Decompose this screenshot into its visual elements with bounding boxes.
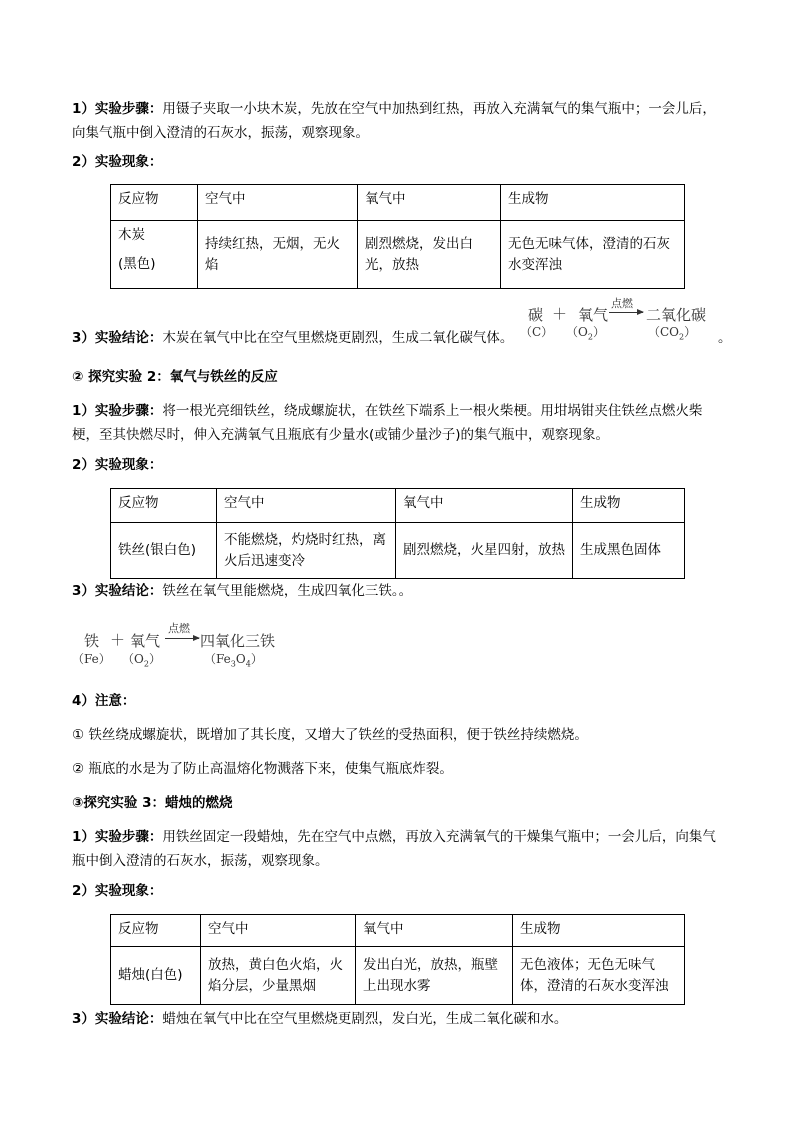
table-row [111,523,685,579]
eq-formula2-close: ） [148,652,161,666]
table-header: 反应物 [111,185,198,221]
table-header: 氧气中 [358,185,501,221]
table-cell: 发出白光，放热，瓶壁上出现水雾 [356,947,513,1005]
reactant-color: (黑色) [118,256,156,272]
eq-formula1: （C） [520,325,554,339]
eq-product-formula-mid: O [235,652,246,666]
eq-formula2 [122,650,161,668]
eq-condition: 点燃 [611,297,633,310]
eq-arrow [165,638,199,639]
table-header-row [111,489,685,523]
table-cell: 蜡烛(白色) [111,947,201,1005]
exp3-conclusion-text: 蜡烛在氧气中比在空气里燃烧更剧烈，发白光，生成二氧化碳和水。 [162,1011,568,1027]
eq-reactant1: 铁 [84,632,100,650]
table-cell: 剧烈燃烧，发出白光，放热 [358,221,501,289]
exp1-conclusion [72,326,726,350]
exp2-step-label: 1）实验步骤： [72,403,163,419]
eq-product-formula-sub2: 4 [245,659,251,669]
table-row [111,947,685,1005]
eq-plus: ＋ [110,631,126,649]
table-cell: 剧烈燃烧，火星四射，放热 [396,523,573,579]
exp3-conclusion-label: 3）实验结论： [72,1011,163,1027]
eq-reactant1: 碳 [528,306,544,324]
eq-plus: ＋ [552,305,568,323]
eq-product-formula-close: ） [684,325,697,339]
table-header: 生成物 [513,915,685,947]
table-header-row [111,185,685,221]
eq-product-formula-sub: 2 [679,332,685,342]
eq-formula1: （Fe） [72,652,111,666]
exp3-step-text: 用铁丝固定一段蜡烛，先在空气中点燃，再放入充满氧气的干燥集气瓶中；一会儿后，向集气瓶中倒入澄清的石灰水，振荡，观察现象。 [72,829,716,869]
exp3-conclusion [72,1007,726,1031]
exp2-note-1: ① 铁丝绕成螺旋状，既增加了其长度，又增大了铁丝的受热面积，便于铁丝持续燃烧。 [72,727,588,743]
exp3-step-label: 1）实验步骤： [72,829,163,845]
eq-formula2-sub: 2 [587,332,593,342]
eq-product: 二氧化碳 [646,306,707,324]
exp1-conclusion-end: 。 [718,330,732,346]
exp2-step-text: 将一根光亮细铁丝，绕成螺旋状，在铁丝下端系上一根火柴梗。用坩埚钳夹住铁丝点燃火柴梗，至其快燃尽时，伸入充满氧气且瓶底有少量水(或铺少量沙子)的集气瓶中，观察现象。 [72,403,703,443]
exp2-step [72,399,726,447]
table-header: 反应物 [111,915,201,947]
exp1-step-text: 用镊子夹取一小块木炭，先放在空气中加热到红热，再放入充满氧气的集气瓶中；一会儿后，向集气瓶中倒入澄清的石灰水，振荡，观察现象。 [72,101,716,141]
eq-reactant2: 氧气 [130,632,161,650]
table-cell: 铁丝(银白色) [111,523,217,579]
exp3-step [72,825,726,873]
table-header: 空气中 [217,489,396,523]
eq-condition: 点燃 [168,622,190,635]
table-header: 反应物 [111,489,217,523]
eq-product-formula-sub1: 3 [230,659,236,669]
table-cell: 不能燃烧，灼烧时红热，离火后迅速变冷 [217,523,396,579]
eq-formula2-main: （O [566,325,588,339]
table-cell: 持续红热，无烟，无火焰 [198,221,358,289]
table-header: 生成物 [573,489,685,523]
table-cell: 生成黑色固体 [573,523,685,579]
table-cell: 无色无味气体，澄清的石灰水变浑浊 [501,221,685,289]
exp1-phenomenon-label: 2）实验现象： [72,154,163,170]
exp3-table [110,914,685,1005]
exp2-conclusion-label: 3）实验结论： [72,583,163,599]
eq-reactant2: 氧气 [578,306,609,324]
table-header: 空气中 [198,185,358,221]
eq-product-formula [204,650,263,668]
eq-formula2-close: ） [592,325,605,339]
exp2-title: ② 探究实验 2：氧气与铁丝的反应 [72,369,278,385]
exp2-phenomenon-label: 2）实验现象： [72,457,163,473]
exp2-conclusion [72,579,726,603]
table-cell: 放热，黄白色火焰，火焰分层，少量黑烟 [201,947,356,1005]
eq-formula2-sub: 2 [143,659,149,669]
exp1-conclusion-label: 3）实验结论： [72,330,163,346]
table-header-row [111,915,685,947]
eq-product-formula-main: （CO [648,325,680,339]
table-cell: 无色液体；无色无味气体，澄清的石灰水变浑浊 [513,947,685,1005]
exp2-note-2: ② 瓶底的水是为了防止高温熔化物溅落下来，使集气瓶底炸裂。 [72,761,453,777]
exp2-equation [72,620,302,672]
exp1-step [72,97,726,145]
reactant-name: 木炭 [118,227,145,243]
eq-product-formula-close: ） [250,652,263,666]
table-row [111,221,685,289]
table-header: 氧气中 [396,489,573,523]
exp2-conclusion-text: 铁丝在氧气里能燃烧，生成四氧化三铁。。 [162,583,413,599]
eq-arrow [609,312,643,313]
exp3-title: ③探究实验 3：蜡烛的燃烧 [72,795,233,811]
exp1-step-label: 1）实验步骤： [72,101,163,117]
exp2-note-label: 4）注意： [72,693,136,709]
table-header: 生成物 [501,185,685,221]
exp1-table [110,184,685,289]
table-header: 氧气中 [356,915,513,947]
exp2-table [110,488,685,579]
table-cell [111,221,198,289]
exp1-conclusion-text: 木炭在氧气中比在空气里燃烧更剧烈，生成二氧化碳气体。 [162,330,514,346]
table-header: 空气中 [201,915,356,947]
eq-product: 四氧化三铁 [200,632,276,650]
eq-formula2-main: （O [122,652,144,666]
exp3-phenomenon-label: 2）实验现象： [72,883,163,899]
eq-product-formula-main: （Fe [204,652,231,666]
